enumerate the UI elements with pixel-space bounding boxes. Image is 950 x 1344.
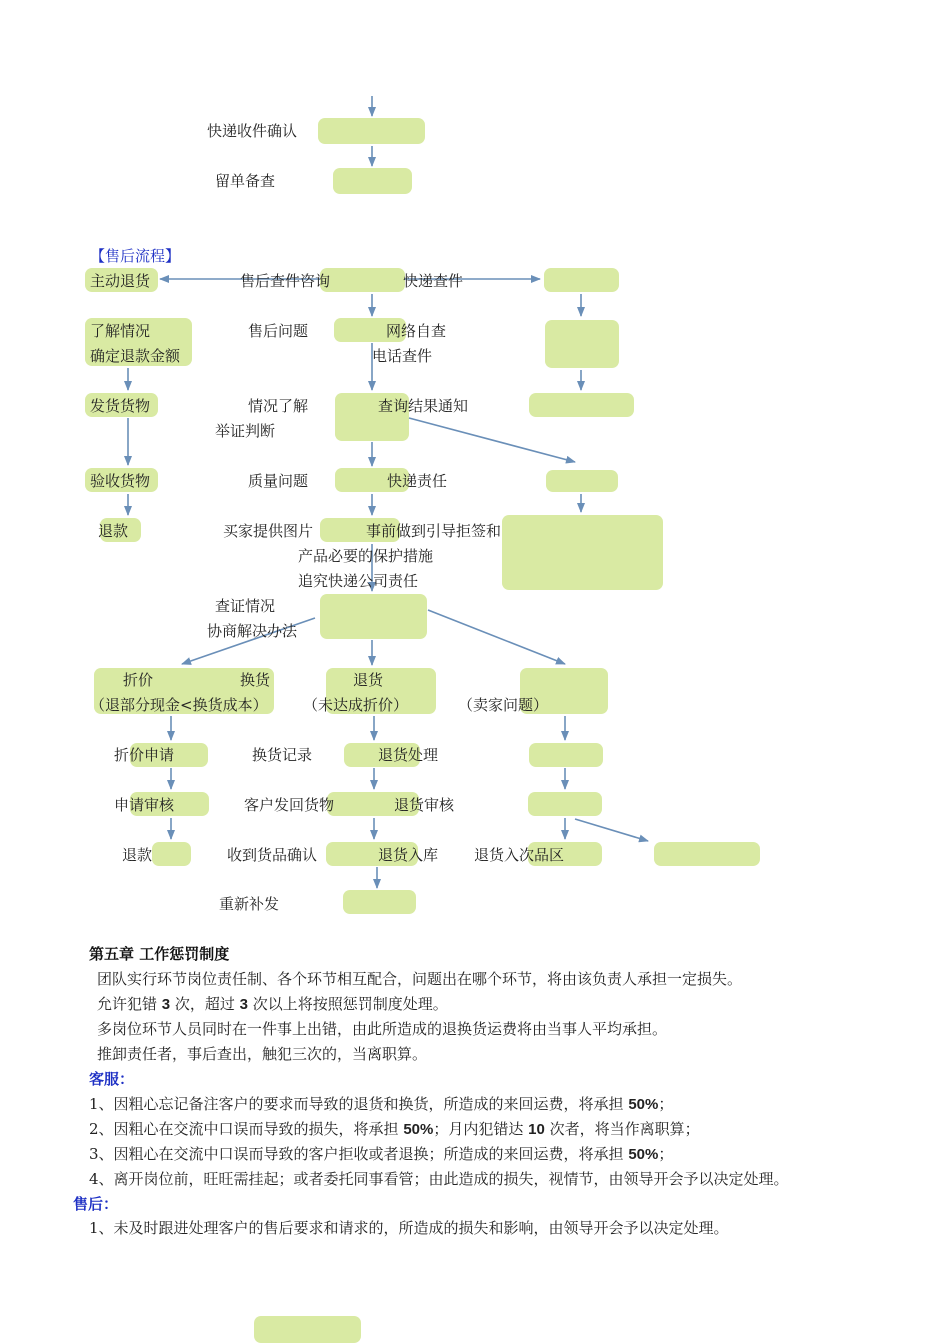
label-partial-cash: （退部分现金<换货成本） [90, 696, 268, 714]
label-discount: 折价 [123, 671, 154, 689]
label-return-handle: 退货处理 [378, 746, 439, 764]
label-verify: 查证情况 [215, 597, 276, 615]
label-phone-check: 电话查件 [372, 347, 433, 365]
label-refund: 退款 [98, 522, 129, 540]
label-keep-record: 留单备查 [215, 172, 276, 190]
label-buyer-photo: 买家提供图片 [223, 522, 314, 540]
label-express-confirm: 快递收件确认 [207, 122, 298, 140]
label-protection: 产品必要的保护措施 [298, 547, 434, 565]
label-confirm-amount: 确定退款金额 [90, 347, 181, 365]
after-sales-rules-heading: 售后： [73, 1195, 119, 1213]
label-defect-stock: 退货入次品区 [474, 846, 565, 864]
label-situation: 情况了解 [248, 397, 309, 415]
label-return-stock: 退货入库 [378, 846, 439, 864]
chapter-title: 第五章 工作惩罚制度 [89, 945, 230, 963]
label-ship-goods: 发货货物 [90, 397, 151, 415]
label-no-discount: （未达成折价） [303, 696, 409, 714]
label-issue: 售后问题 [248, 322, 309, 340]
label-inspect-goods: 验收货物 [90, 472, 151, 490]
label-express-resp: 快递责任 [387, 472, 448, 490]
label-evidence: 举证判断 [215, 422, 276, 440]
label-network-check: 网络自查 [386, 322, 447, 340]
label-return: 退货 [353, 671, 384, 689]
arrow [409, 418, 575, 462]
label-return-review: 退货审核 [394, 796, 455, 814]
label-apply-review: 申请审核 [114, 796, 175, 814]
label-refund-2: 退款 [122, 846, 153, 864]
rule-item: 3、因粗心在交流中口误而导致的客户拒收或者退换；所造成的来回运费，将承担 50%； [89, 1145, 674, 1163]
label-quality-issue: 质量问题 [248, 472, 309, 490]
label-discount-apply: 折价申请 [114, 746, 175, 764]
arrow [575, 819, 648, 841]
label-result-notify: 查询结果通知 [378, 397, 469, 415]
label-exchange-record: 换货记录 [252, 746, 313, 764]
arrow [428, 610, 565, 664]
paragraph: 允许犯错 3 次，超过 3 次以上将按照惩罚制度处理。 [97, 995, 448, 1013]
label-negotiate: 协商解决办法 [207, 622, 298, 640]
rule-item: 1、因粗心忘记备注客户的要求而导致的退货和换货，所造成的来回运费，将承担 50%； [89, 1095, 674, 1113]
label-receive-confirm: 收到货品确认 [227, 846, 318, 864]
label-exchange: 换货 [240, 671, 271, 689]
rule-item: 1、未及时跟进处理客户的售后要求和请求的，所造成的损失和影响，由领导开会予以决定处理。 [89, 1219, 729, 1237]
label-express-query: 快递查件 [403, 272, 464, 290]
label-guide-refuse: 事前做到引导拒签和 [366, 522, 502, 540]
after-sales-heading: 【售后流程】 [90, 247, 181, 265]
label-customer-return: 客户发回货物 [244, 796, 335, 814]
paragraph: 多岗位环节人员同时在一件事上出错，由此所造成的退换货运费将由当事人平均承担。 [97, 1020, 668, 1038]
label-resend: 重新补发 [219, 895, 280, 913]
label-inquiry: 售后查件咨询 [240, 272, 331, 290]
rule-item: 4、离开岗位前，旺旺需挂起；或者委托同事看管；由此造成的损失，视情节，由领导开会予以决定处理。 [89, 1170, 789, 1188]
paragraph: 推卸责任者，事后查出，触犯三次的，当离职算。 [97, 1045, 428, 1063]
label-understand: 了解情况 [90, 322, 151, 340]
label-seller-issue: （卖家问题） [458, 696, 549, 714]
label-pursue: 追究快递公司责任 [298, 572, 419, 590]
paragraph: 团队实行环节岗位责任制、各个环节相互配合，问题出在哪个环节，将由该负责人承担一定损失。 [97, 970, 743, 988]
customer-service-heading: 客服： [89, 1070, 135, 1088]
rule-item: 2、因粗心在交流中口误而导致的损失，将承担 50%；月内犯错达 10 次者，将当作离职算； [89, 1120, 700, 1138]
label-active-return: 主动退货 [90, 272, 151, 290]
